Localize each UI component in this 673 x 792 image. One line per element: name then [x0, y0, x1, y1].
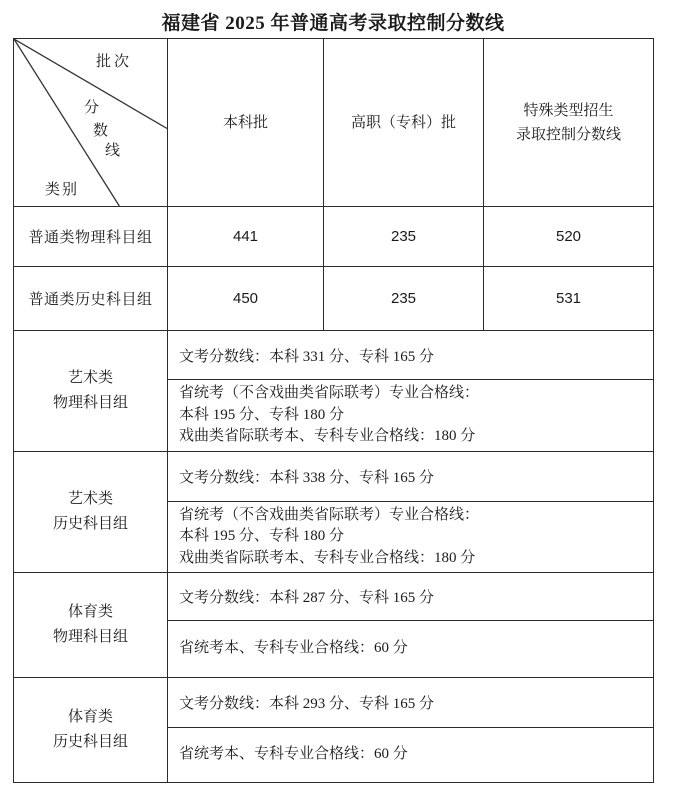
tongkao-line: 省统考本、专科专业合格线：60 分 — [179, 640, 408, 657]
tongkao-line: 省统考（不含戏曲类省际联考）专业合格线： — [179, 506, 480, 523]
tongkao-line: 本科 195 分、专科 180 分 — [179, 528, 345, 544]
document-content — [13, 0, 653, 783]
column-header-teshu-line2: 录取控制分数线 — [515, 126, 621, 143]
table-row-tiyu-wuli-wenkao — [14, 573, 654, 621]
score-putong-lishi-teshu: 531 — [484, 267, 654, 331]
table-row-putong-lishi — [14, 267, 654, 331]
corner-label-score-char-2: 数 — [93, 123, 109, 139]
yishu-lishi-tongkao-cell — [168, 501, 654, 573]
row-label-putong-lishi: 普通类历史科目组 — [14, 267, 168, 331]
tongkao-line: 戏曲类省际联考本、专科专业合格线：180 分 — [179, 549, 476, 566]
corner-label-score-char-1: 分 — [84, 100, 100, 116]
tiyu-lishi-wenkao-line: 文考分数线：本科 293 分、专科 165 分 — [168, 678, 654, 728]
tongkao-line: 省统考（不含戏曲类省际联考）专业合格线： — [179, 385, 480, 401]
diagonal-divider-lines — [14, 39, 167, 206]
tiyu-lishi-tongkao-cell — [168, 728, 654, 783]
score-putong-wuli-benke: 441 — [168, 207, 324, 267]
score-putong-wuli-gaozhi: 235 — [324, 207, 484, 267]
section-label-line2: 物理科目组 — [52, 394, 128, 411]
score-putong-wuli-teshu: 520 — [484, 207, 654, 267]
table-row-tiyu-lishi-wenkao — [14, 678, 654, 728]
section-label-line2: 历史科目组 — [52, 515, 128, 532]
page-title: 福建省 2025 年普通高考录取控制分数线 — [161, 13, 505, 34]
section-label-line1: 体育类 — [67, 709, 113, 725]
table-row-yishu-wuli-wenkao — [14, 331, 654, 380]
section-label-yishu-wuli — [14, 331, 168, 452]
section-label-tiyu-lishi — [14, 678, 168, 783]
column-header-benke: 本科批 — [168, 39, 324, 207]
column-header-gaozhi: 高职（专科）批 — [324, 39, 484, 207]
column-header-teshu — [484, 39, 654, 207]
tongkao-line: 本科 195 分、专科 180 分 — [179, 406, 345, 423]
table-row-yishu-lishi-wenkao — [14, 451, 654, 501]
tongkao-line: 戏曲类省际联考本、专科专业合格线：180 分 — [179, 428, 476, 444]
corner-label-category: 类别 — [45, 182, 80, 198]
section-label-tiyu-wuli — [14, 573, 168, 678]
score-table — [13, 38, 654, 783]
yishu-lishi-wenkao-line: 文考分数线：本科 338 分、专科 165 分 — [168, 451, 654, 501]
section-label-line1: 艺术类 — [67, 369, 113, 386]
score-putong-lishi-gaozhi: 235 — [324, 267, 484, 331]
section-label-yishu-lishi — [14, 451, 168, 573]
section-label-line1: 体育类 — [67, 604, 113, 620]
section-label-line2: 历史科目组 — [52, 734, 128, 750]
section-label-line2: 物理科目组 — [52, 629, 128, 645]
column-header-teshu-line1: 特殊类型招生 — [523, 102, 614, 119]
yishu-wuli-wenkao-line: 文考分数线：本科 331 分、专科 165 分 — [168, 331, 654, 380]
table-row-putong-wuli — [14, 207, 654, 267]
header-row — [14, 39, 654, 207]
tiyu-wuli-tongkao-cell — [168, 621, 654, 678]
corner-label-batch: 批次 — [96, 54, 133, 70]
tiyu-wuli-wenkao-line: 文考分数线：本科 287 分、专科 165 分 — [168, 573, 654, 621]
corner-label-score-char-3: 线 — [105, 143, 121, 159]
diagonal-header-cell — [14, 39, 168, 207]
score-putong-lishi-benke: 450 — [168, 267, 324, 331]
section-label-line1: 艺术类 — [67, 490, 113, 507]
tongkao-line: 省统考本、专科专业合格线：60 分 — [179, 746, 408, 763]
row-label-putong-wuli: 普通类物理科目组 — [14, 207, 168, 267]
yishu-wuli-tongkao-cell — [168, 380, 654, 452]
